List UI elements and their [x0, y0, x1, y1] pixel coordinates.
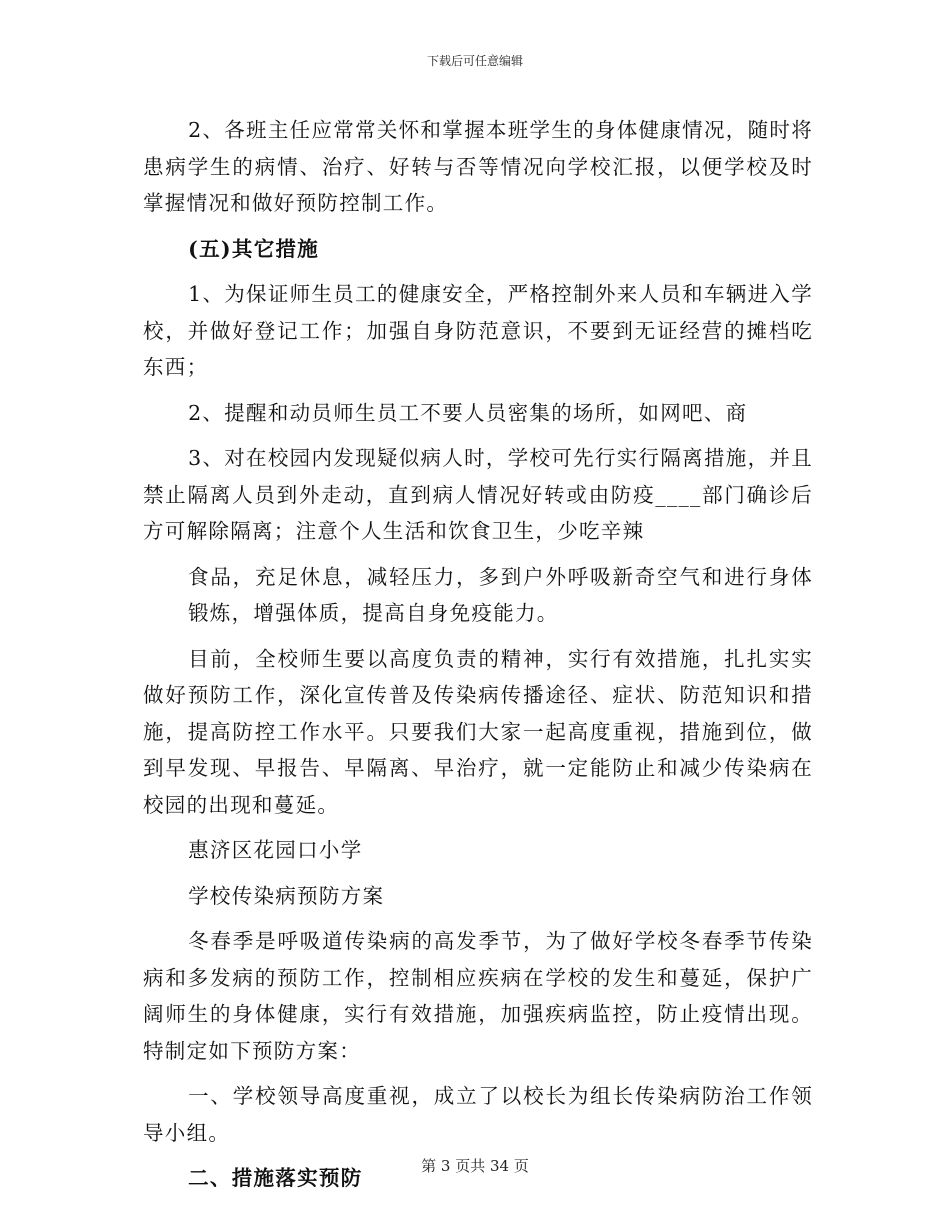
- section-heading-other-measures: (五)其它措施: [188, 236, 320, 261]
- page-header-note: 下载后可任意编辑: [426, 54, 523, 68]
- paragraph-avoid-crowds: 2、提醒和动员师生员工不要人员密集的场所，如网吧、商: [188, 400, 748, 425]
- paragraph-isolation: 3、对在校园内发现疑似病人时，学校可先行实行隔离措施，并且禁止隔离人员到外走动，直到病人情况好转或由防疫____部门确诊后方可解除隔离；注意个人生活和饮食卫生，少吃辛辣: [143, 446, 813, 543]
- document-body: [143, 112, 813, 1206]
- paragraph-leadership-group: 一、学校领导高度重视，成立了以校长为组长传染病防治工作领导小组。: [143, 1084, 813, 1145]
- paragraph-conclusion: 目前，全校师生要以高度负责的精神，实行有效措施，扎扎实实做好预防工作，深化宣传普及传染病传播途径、症状、防范知识和措施，提高防控工作水平。只要我们大家一起高度重视，措施到位，做到早发现、早报告、早隔离、早治疗，就一定能防止和减少传染病在校园的出现和蔓延。: [143, 646, 813, 817]
- school-name: 惠济区花园口小学: [188, 838, 363, 862]
- page-number: 第 3 页共 34 页: [421, 1157, 529, 1175]
- paragraph-plan-intro: 冬春季是呼吸道传染病的高发季节，为了做好学校冬春季节传染病和多发病的预防工作，控制相应疾病在学校的发生和蔓延，保护广阔师生的身体健康，实行有效措施，加强疾病监控，防止疫情出现。特制定如下预防方案：: [143, 929, 813, 1063]
- paragraph-diet-rest: 食品，充足休息，减轻压力，多到户外呼吸新奇空气和进行身体锻炼，增强体质，提高自身免疫能力。: [188, 564, 813, 625]
- paragraph-visitor-control: 1、为保证师生员工的健康安全，严格控制外来人员和车辆进入学校，并做好登记工作；加强自身防范意识，不要到无证经营的摊档吃东西；: [143, 282, 813, 379]
- section-heading-prevention-measures: 二、措施落实预防: [188, 1166, 363, 1190]
- paragraph-class-teacher-duty: 2、各班主任应常常关怀和掌握本班学生的身体健康情况，随时将患病学生的病情、治疗、好转与否等情况向学校汇报，以便学校及时掌握情况和做好预防控制工作。: [143, 118, 813, 215]
- plan-title: 学校传染病预防方案: [188, 883, 385, 908]
